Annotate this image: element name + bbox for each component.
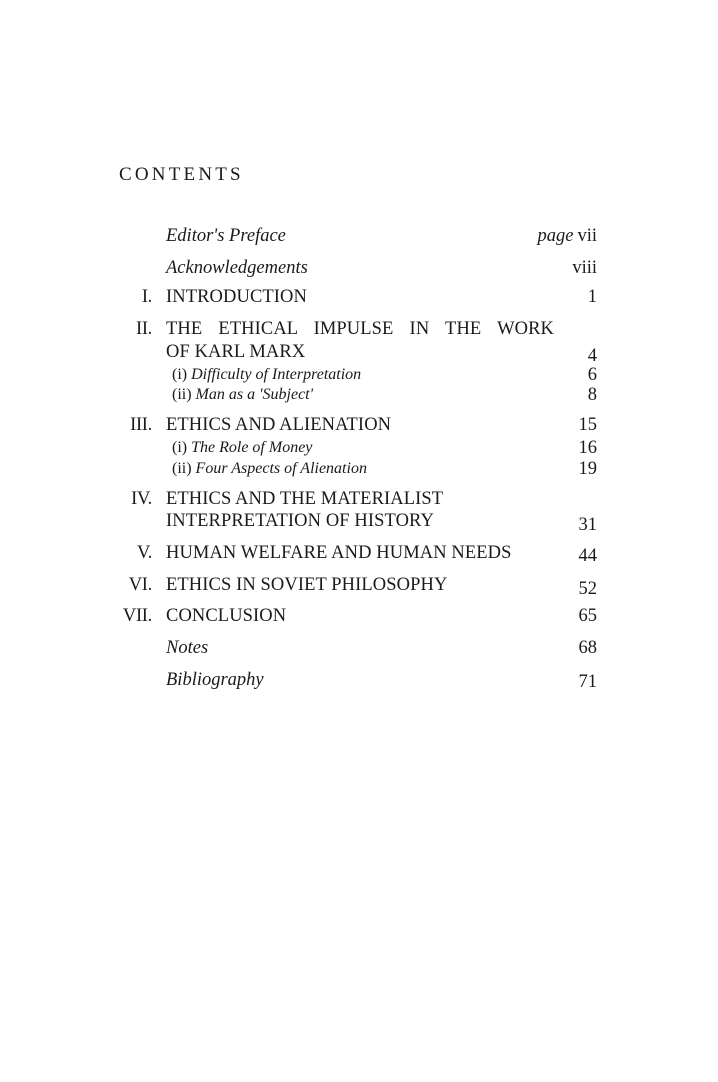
chapter-title: ETHICS IN SOVIET PHILOSOPHY bbox=[166, 575, 448, 595]
toc-page-number: viii bbox=[572, 258, 597, 278]
chapter-title: HUMAN WELFARE AND HUMAN NEEDS bbox=[166, 543, 512, 563]
chapter-number: V. bbox=[136, 543, 152, 563]
toc-page-number: 65 bbox=[578, 606, 597, 626]
toc-subentry bbox=[0, 457, 718, 481]
page-value: vii bbox=[577, 226, 597, 246]
toc-page-number: 19 bbox=[578, 459, 597, 479]
chapter-title-line-1: ETHICS AND THE MATERIALIST bbox=[166, 489, 444, 509]
chapter-title-line-2: OF KARL MARX bbox=[166, 342, 306, 362]
toc-entry-label: Acknowledgements bbox=[166, 258, 308, 278]
toc-entry-notes bbox=[0, 636, 718, 660]
toc-entry-acknowledgements bbox=[0, 256, 718, 280]
chapter-number: IV. bbox=[131, 489, 152, 509]
toc-entry-label: Editor's Preface bbox=[166, 226, 286, 246]
toc-entry-chapter-3 bbox=[0, 413, 718, 437]
chapter-number: III. bbox=[130, 415, 152, 435]
subentry-label: Four Aspects of Alienation bbox=[195, 460, 367, 477]
toc-page-number: 31 bbox=[578, 515, 597, 535]
toc-entry-label: Notes bbox=[166, 638, 209, 658]
toc-entry-chapter-5 bbox=[0, 541, 718, 565]
toc-page-number: 1 bbox=[587, 287, 597, 307]
chapter-title: CONCLUSION bbox=[166, 606, 287, 626]
chapter-title-line-1: THE ETHICAL IMPULSE IN THE WORK bbox=[166, 319, 554, 339]
subentry-label: Man as a 'Subject' bbox=[195, 386, 314, 403]
toc-page-number bbox=[538, 224, 598, 248]
subentry-label: Difficulty of Interpretation bbox=[191, 366, 362, 383]
chapter-number: VI. bbox=[128, 575, 152, 595]
toc-page-number: 4 bbox=[587, 346, 597, 366]
subentry-marker: (i) bbox=[172, 366, 188, 383]
toc-page-number: 16 bbox=[578, 438, 597, 458]
subentry-marker: (ii) bbox=[172, 460, 192, 477]
chapter-title-line-2: INTERPRETATION OF HISTORY bbox=[166, 511, 434, 531]
subentry-text bbox=[172, 457, 367, 481]
toc-entry-chapter-2-line-2 bbox=[0, 340, 718, 364]
toc-entry-chapter-4 bbox=[0, 487, 718, 511]
chapter-title: ETHICS AND ALIENATION bbox=[166, 415, 392, 435]
toc-page-number: 44 bbox=[578, 546, 597, 566]
toc-page-number: 15 bbox=[578, 415, 597, 435]
toc-entry-chapter-7 bbox=[0, 604, 718, 628]
subentry-text bbox=[172, 383, 313, 407]
toc-entry-chapter-6 bbox=[0, 573, 718, 597]
toc-entry-label: Bibliography bbox=[166, 670, 264, 690]
subentry-marker: (ii) bbox=[172, 386, 192, 403]
toc-entry-chapter-2 bbox=[0, 317, 718, 341]
subentry-label: The Role of Money bbox=[191, 439, 313, 456]
toc-subentry bbox=[0, 383, 718, 407]
chapter-number: VII. bbox=[122, 606, 152, 626]
toc-page-number: 68 bbox=[578, 638, 597, 658]
toc-page-number: 52 bbox=[578, 579, 597, 599]
toc-page-number: 71 bbox=[578, 672, 597, 692]
toc-page-number: 8 bbox=[587, 385, 597, 405]
chapter-title: INTRODUCTION bbox=[166, 287, 307, 307]
page-title: CONTENTS bbox=[119, 164, 244, 185]
toc-entry-editors-preface bbox=[0, 224, 718, 248]
toc-entry-chapter-1 bbox=[0, 285, 718, 309]
chapter-number: II. bbox=[135, 319, 152, 339]
chapter-number: I. bbox=[141, 287, 152, 307]
toc-page-number: 6 bbox=[587, 365, 597, 385]
page-prefix: page bbox=[537, 226, 574, 246]
toc-entry-chapter-4-line-2 bbox=[0, 509, 718, 533]
subentry-marker: (i) bbox=[172, 439, 188, 456]
toc-entry-bibliography bbox=[0, 668, 718, 692]
